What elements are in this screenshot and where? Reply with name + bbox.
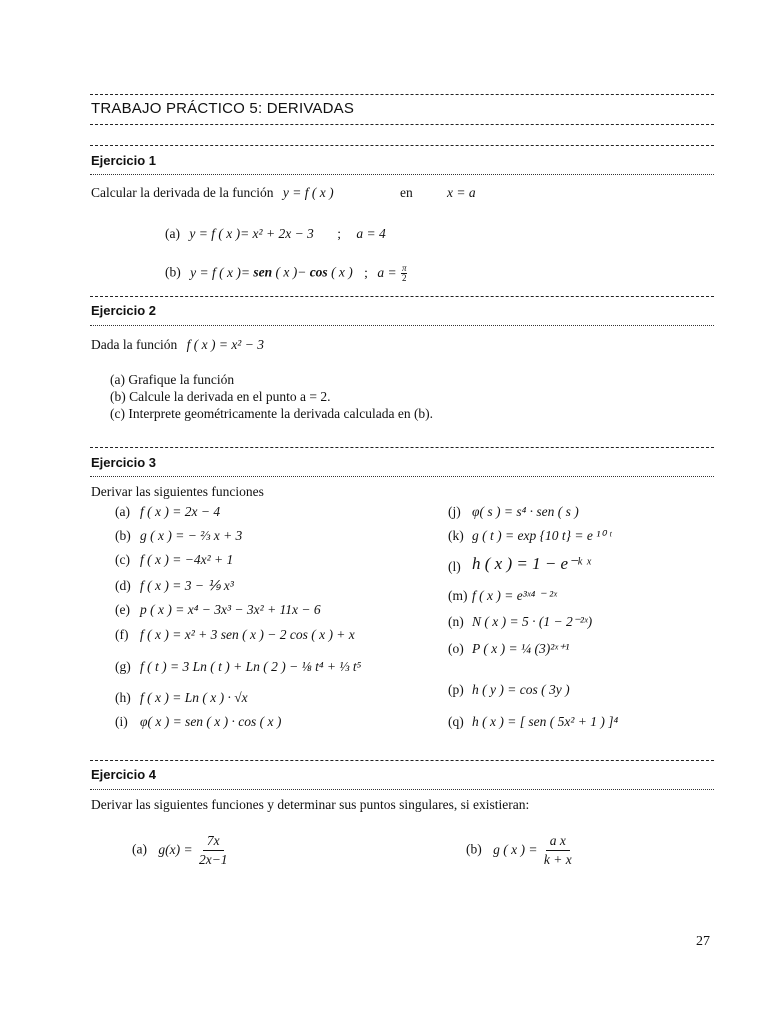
exercise-1-heading: Ejercicio 1	[91, 153, 157, 168]
list-item-expr: f ( x ) = 2x − 4	[140, 504, 221, 519]
list-item-expr: f ( x ) = −4x² + 1	[140, 552, 234, 567]
exercise-4-item-b: (b) g ( x ) = $\frac{\text{a x}}{k + x}$	[466, 833, 572, 867]
list-item-expr: f ( x ) = 3 − ⅑ x³	[140, 578, 234, 593]
exercise-2-heading: Ejercicio 2	[91, 303, 157, 318]
list-item: (d)	[115, 578, 131, 593]
list-item-expr: φ( s ) = s⁴ · sen ( s )	[472, 504, 579, 519]
page-number: 27	[696, 934, 710, 949]
list-item: (h)	[115, 690, 131, 705]
list-item: (a)	[115, 504, 130, 519]
rule	[90, 476, 714, 477]
rule	[90, 760, 714, 761]
list-item: (c)	[115, 552, 130, 567]
fraction: $\frac{\text{a x}}{k + x}$	[543, 833, 572, 867]
list-item-expr: h ( y ) = cos ( 3y )	[472, 682, 570, 697]
list-item: (n)	[448, 614, 464, 629]
exercise-3-heading: Ejercicio 3	[91, 455, 157, 470]
exercise-1-intro: Calcular la derivada de la función y = f ( x )	[91, 185, 334, 200]
rule	[90, 296, 714, 297]
pi-over-two: $\frac{\pi}{2}$	[401, 263, 407, 283]
list-item-expr: g ( t ) = exp {10 t} = e ¹⁰ ᵗ	[472, 528, 612, 543]
list-item: (k)	[448, 528, 464, 543]
rule	[90, 124, 714, 125]
list-item: (m)	[448, 588, 468, 603]
fraction: $\frac{7x}{2x-1}$	[198, 833, 228, 867]
list-item-expr: f ( x ) = e³ˣ⁴ ⁻ ²ˣ	[472, 588, 557, 603]
list-item: (g)	[115, 659, 131, 674]
exercise-2-item-a: (a) Grafique la función	[110, 372, 235, 387]
list-item-expr: f ( x ) = Ln ( x ) · √x	[140, 690, 248, 705]
exercise-2-item-c: (c) Interprete geométricamente la derivada calculada en (b).	[110, 406, 434, 421]
list-item: (o)	[448, 641, 464, 656]
list-item-expr: h ( x ) = 1 − e⁻ᵏ ˣ	[472, 554, 591, 573]
rule	[90, 325, 714, 326]
rule	[90, 789, 714, 790]
exercise-2-intro: Dada la función f ( x ) = x² − 3	[91, 337, 264, 352]
list-item-expr: P ( x ) = ¼ (3)²ˣ⁺¹	[472, 641, 570, 656]
rule	[90, 145, 714, 146]
list-item-expr: h ( x ) = [ sen ( 5x² + 1 ) ]⁴	[472, 714, 619, 729]
list-item: (p)	[448, 682, 464, 697]
exercise-1-item-b: (b) y = f ( x )= sen ( x )− cos ( x ) ; a = $\frac{\pi}{2}$	[165, 263, 407, 283]
exercise-4-item-a: (a) g(x) = $\frac{7x}{2x-1}$	[132, 833, 228, 867]
list-item-expr: f ( x ) = x² + 3 sen ( x ) − 2 cos ( x ) + x	[140, 627, 355, 642]
list-item-expr: N ( x ) = 5 · (1 − 2⁻²ˣ)	[472, 614, 593, 629]
exercise-4-heading: Ejercicio 4	[91, 767, 157, 782]
exercise-3-intro: Derivar las siguientes funciones	[91, 484, 264, 499]
list-item: (l)	[448, 559, 461, 574]
page-title: TRABAJO PRÁCTICO 5: DERIVADAS	[91, 100, 355, 117]
exercise-1-en: en	[400, 185, 413, 200]
list-item-expr: f ( t ) = 3 Ln ( t ) + Ln ( 2 ) − ⅛ t⁴ + ⅓ t⁵	[140, 659, 362, 674]
list-item: (q)	[448, 714, 464, 729]
list-item: (b)	[115, 528, 131, 543]
list-item-expr: g ( x ) = − ⅔ x + 3	[140, 528, 243, 543]
list-item-expr: φ( x ) = sen ( x ) · cos ( x )	[140, 714, 282, 729]
exercise-1-point: x = a	[447, 185, 476, 200]
rule	[90, 94, 714, 95]
list-item: (e)	[115, 602, 130, 617]
exercise-4-intro: Derivar las siguientes funciones y determinar sus puntos singulares, si existieran:	[91, 797, 530, 812]
exercise-2-item-b: (b) Calcule la derivada en el punto a = 2.	[110, 389, 331, 404]
list-item-expr: p ( x ) = x⁴ − 3x³ − 3x² + 11x − 6	[140, 602, 321, 617]
list-item: (f)	[115, 627, 129, 642]
list-item: (j)	[448, 504, 461, 519]
list-item: (i)	[115, 714, 128, 729]
rule	[90, 447, 714, 448]
rule	[90, 174, 714, 175]
exercise-1-item-a: (a) y = f ( x )= x² + 2x − 3 ; a = 4	[165, 226, 386, 241]
